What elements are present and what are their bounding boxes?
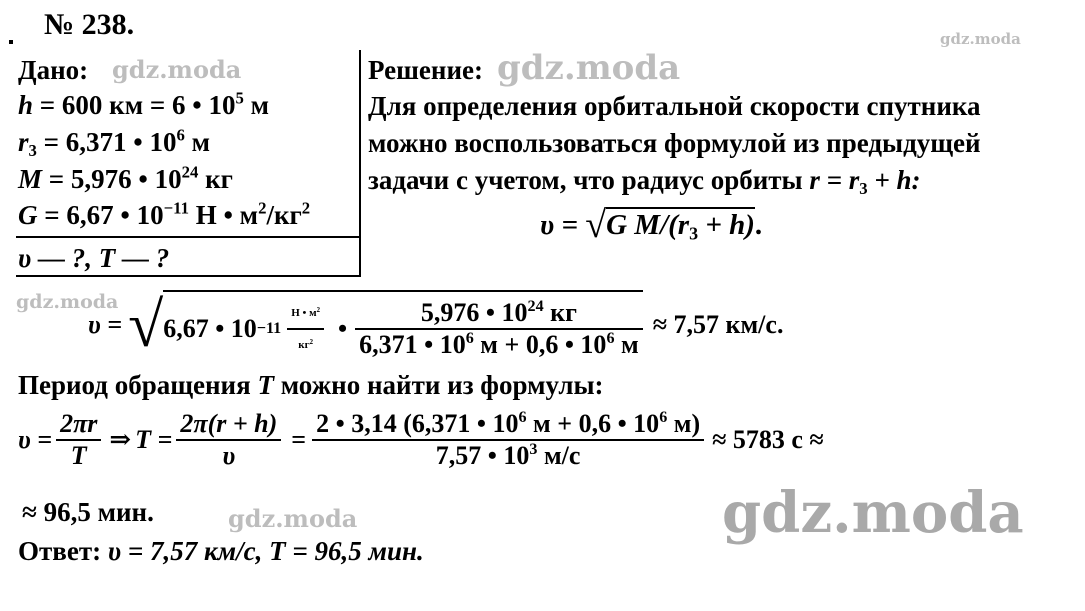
period-formula: υ = $\frac{2\pi r}{T}$ ⇒ T = $\frac{2\pi(r + h)}{\upsilon}$ = $\frac{2 • 3,14 (6,371 • 10^6 м + 0,6 • 10^6 м)}{7,57 • 10^3 м/с}$ ≈ 5783 с ≈ — [18, 409, 824, 470]
given-label: Дано: — [18, 55, 89, 85]
given-divider — [16, 236, 360, 238]
margin-mark — [9, 40, 13, 44]
watermark: gdz.moda — [16, 291, 119, 313]
given-M: M = 5,976 • $10^{24}$ кг — [18, 162, 233, 194]
given-G: G = 6,67 • $10^{-11}$ Н • $м^2/кг^2$ — [18, 198, 311, 230]
period-result: ≈ 96,5 мин. — [22, 497, 154, 527]
problem-number: № 238. — [44, 8, 135, 41]
find-underline — [16, 275, 361, 277]
watermark: gdz.moda — [112, 55, 242, 84]
watermark: gdz.moda — [722, 480, 1024, 546]
given-r: $r_3 = 6,371$ • $10^6$ м — [18, 125, 211, 161]
period-text: Период обращения T можно найти из формулы: — [18, 370, 604, 400]
answer: Ответ: υ = 7,57 км/с, T = 96,5 мин. — [18, 536, 424, 566]
watermark: gdz.moda — [228, 504, 358, 533]
solution-text-1: Для определения орбитальной скорости спутника — [368, 91, 981, 121]
orbital-velocity-formula: υ = √G $M/(r_3 + h)$. — [540, 204, 763, 246]
solution-text-2: можно воспользоваться формулой из предыдущей — [368, 128, 981, 158]
given-find: υ — ?, T — ? — [18, 243, 170, 273]
watermark: gdz.moda — [940, 30, 1021, 48]
given-h: h = 600 км = 6 • $10^5$ м — [18, 88, 269, 120]
solution-label: Решение: — [368, 55, 483, 85]
watermark: gdz.moda — [497, 48, 681, 88]
column-divider — [359, 50, 361, 277]
solution-text-3: задачи с учетом, что радиус орбиты $r = r_3 + h$: — [368, 165, 921, 199]
velocity-calculation: υ = √ 6,67 • 10 −11 $\frac{Н • м^2}{кг^2}$ • $\frac{5,976 • 10^{24} кг}{6,371 • 10^6 м + 0,6 • 10^6 м}$ ≈ 7,57 км/с. — [88, 289, 784, 360]
